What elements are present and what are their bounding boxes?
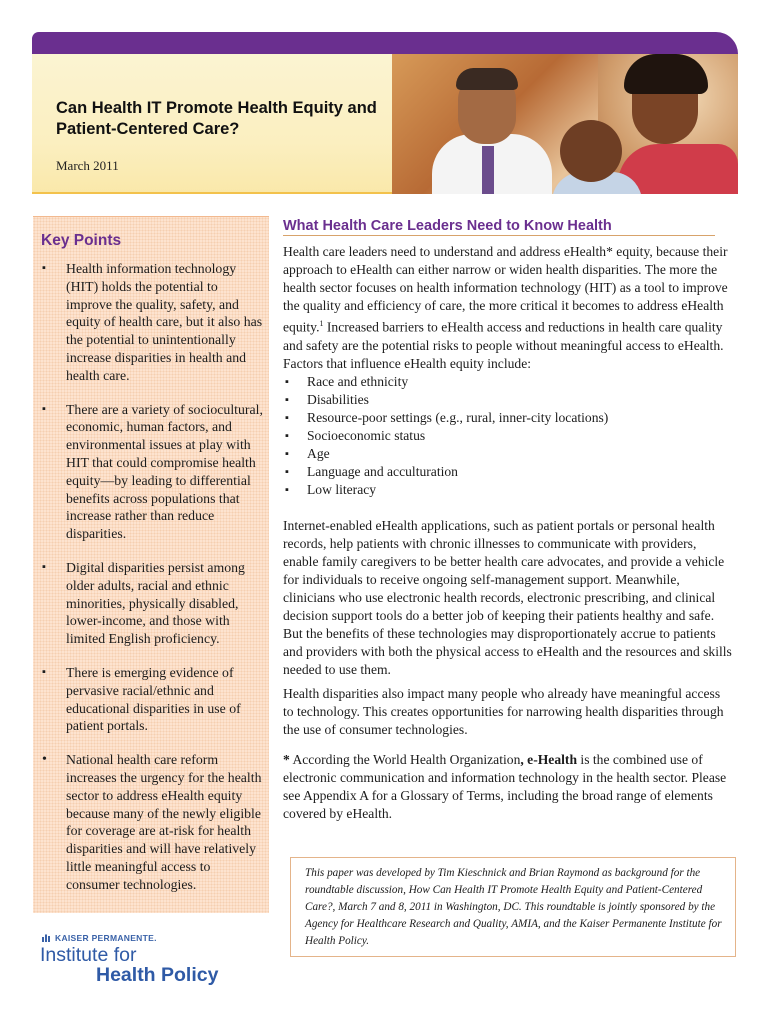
intro-paragraph: Health care leaders need to understand and address eHealth* equity, because their approach to eHealth can either narrow or widen health disparities. The more the health sector focuses on health information technology (HIT) as a tool to improve the quality and efficiency of care, the more critical it becomes to address eHealth equity.$^1$ Increased barriers to eHealth access and reductions in health care quality and safety are the potential risks to people without meaningful access to eHealth. Factors that influence eHealth equity include: — [283, 244, 728, 371]
key-point-text: Health information technology (HIT) holds the potential to improve the quality, safety, and equity of health care, but it also has the potential to unintentionally increase disparities in health and health care. — [66, 261, 263, 383]
square-bullet-icon: ▪ — [285, 411, 289, 424]
square-bullet-icon: ▪ — [285, 393, 289, 406]
ehealth-definition-footnote: * According the World Health Organization, e-Health is the combined use of electronic communication and information technology in the health sector. Please see Appendix A for a Glossary of Terms, including the broad range of elements covered by eHealth. — [283, 751, 727, 821]
square-bullet-icon: ▪ — [42, 402, 46, 415]
main-section-heading: What Health Care Leaders Need to Know Health — [283, 218, 715, 236]
kaiser-permanente-wordmark: KAISER PERMANENTE. — [42, 933, 157, 943]
key-point-text: There are a variety of sociocultural, economic, human factors, and environmental issues at play with HIT that could compromise health equity—by leading to differential benefits across populations that increase rather than reduce disparities. — [66, 401, 263, 542]
square-bullet-icon: ▪ — [285, 429, 289, 442]
key-points-heading: Key Points — [41, 232, 122, 249]
square-bullet-icon: ▪ — [42, 262, 46, 274]
list-item — [33, 664, 269, 735]
disparities-paragraph: Health disparities also impact many people who already have meaningful access to technology. This creates opportunities for narrowing health disparities through the use of consumer technologies. — [283, 685, 724, 737]
key-points-list — [33, 260, 269, 894]
logo-line-institute: Institute for — [40, 944, 137, 966]
square-bullet-icon: ▪ — [285, 465, 289, 478]
document-title: Can Health IT Promote Health Equity and Patient-Centered Care? — [56, 99, 377, 138]
list-item — [33, 260, 269, 385]
square-bullet-icon: ▪ — [42, 560, 46, 573]
sponsor-note-text: This paper was developed by Tim Kieschnick and Brian Raymond as background for the roundtable discussion, How Can Health IT Promote Health Equity and Patient-Centered Care?, March 7 and 8, 2011 in Washington, DC. This roundtable is jointly sponsored by the Agency for Healthcare Research and Quality, AMIA, and the Kaiser Permanente Institute for Health Policy. — [305, 867, 722, 947]
list-item — [33, 401, 269, 543]
list-item: ▪ Low literacy — [285, 481, 377, 497]
list-item: ▪ Disabilities — [285, 391, 369, 407]
square-bullet-icon: ▪ — [285, 375, 289, 388]
key-point-text: National health care reform increases the urgency for the health sector to address eHealth equity because many of the newly eligible for coverage are at-risk for health disparities and will have relatively little meaningful access to consumer technologies. — [66, 752, 262, 892]
banner-gold-strip — [32, 192, 392, 194]
logo-line-health-policy: Health Policy — [96, 964, 219, 986]
kaiser-permanente-icon — [42, 934, 52, 942]
ehealth-applications-paragraph: Internet-enabled eHealth applications, such as patient portals or personal health records, help patients with chronic illnesses to communicate with providers, enable family caregivers to be better health care advocates, and provide a vehicle for individuals to receive ongoing self-management support. Meanwhile, clinicians who use electronic health records, electronic prescribing, and clinical decision support tools do a better job of keeping their patients healthy and safe. But the benefits of these technologies may disproportionately accrue to patients and providers with both the physical access to eHealth and the resources and skills needed to use them. — [283, 517, 732, 677]
key-points-panel — [33, 216, 269, 913]
key-point-text: There is emerging evidence of pervasive racial/ethnic and educational disparities in use of patient portals. — [66, 664, 241, 734]
list-item — [33, 559, 269, 648]
footnote-reference: 1 — [319, 319, 324, 328]
institute-logo — [38, 930, 268, 990]
equity-factors-list — [283, 373, 733, 499]
list-item: ▪ Age — [285, 445, 330, 461]
list-item: ▪ Socioeconomic status — [285, 427, 426, 443]
banner-title-area — [32, 54, 392, 194]
banner-photo — [392, 54, 738, 194]
square-bullet-icon: ▪ — [42, 665, 46, 678]
document-date: March 2011 — [56, 158, 119, 173]
square-bullet-icon: ▪ — [285, 447, 289, 460]
main-body — [283, 243, 733, 823]
header-banner — [32, 32, 738, 194]
banner-purple-strip — [32, 32, 738, 54]
square-bullet-icon: ▪ — [285, 483, 289, 496]
list-item: ▪ Language and acculturation — [285, 463, 458, 479]
list-item: ▪ Race and ethnicity — [285, 373, 409, 389]
list-item: ▪ Resource-poor settings (e.g., rural, inner-city locations) — [285, 409, 609, 425]
list-item — [33, 751, 269, 893]
round-bullet-icon: • — [42, 752, 47, 768]
key-point-text: Digital disparities persist among older adults, racial and ethnic minorities, physically disabled, lower-income, and those with limited English proficiency. — [66, 559, 245, 647]
sponsor-note-box — [290, 857, 736, 957]
